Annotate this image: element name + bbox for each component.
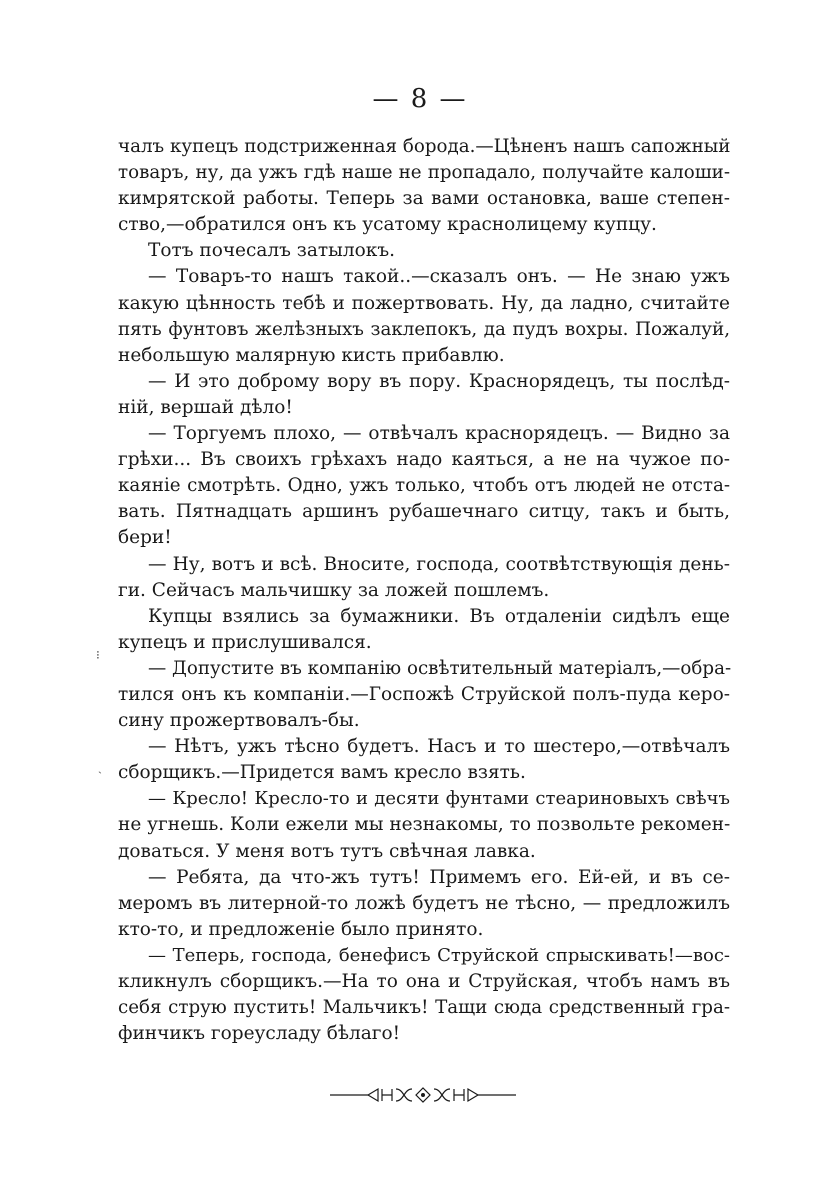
text-line: вать. Пятнадцать аршинъ рубашечнаго ситцу, такъ и быть, (118, 501, 730, 523)
text-line: ги. Сейчасъ мальчишку за ложей пошлемъ. (118, 579, 550, 601)
text-line: небольшую малярную кисть прибавлю. (118, 344, 505, 366)
text-line: товаръ, ну, да ужъ гдѣ наше не пропадало, получайте калоши- (118, 162, 730, 184)
text-line: кликнулъ сборщикъ.—На то она и Струйская, чтобъ намъ въ (118, 971, 730, 992)
text-line: — Ну, вотъ и всѣ. Вносите, господа, соотвѣтствующія день- (148, 553, 730, 575)
text-line: купецъ и прислушивался. (118, 631, 372, 653)
text-line: тился онъ къ компаніи.—Госпожѣ Струйской полъ-пуда керо- (118, 683, 730, 705)
text-line: себя струю пустить! Мальчикъ! Тащи сюда средственный гра- (118, 997, 730, 1019)
text-line: — Теперь, господа, бенефисъ Струйской спрыскивать!—вос- (148, 944, 730, 966)
printer-ornament-icon (330, 1085, 516, 1105)
text-line: пять фунтовъ желѣзныхъ заклепокъ, да пудъ вохры. Пожалуй, (118, 318, 730, 340)
text-line: чалъ купецъ подстриженная борода.—Цѣненъ нашъ сапожный (118, 136, 731, 157)
text-line: финчикъ гореусладу бѣлаго! (118, 1023, 401, 1045)
text-line: грѣхи... Въ своихъ грѣхахъ надо каяться, а не на чужое по- (118, 449, 730, 471)
text-line: — Ребята, да что-жъ тутъ! Примемъ его. Ей-ей, и въ се- (148, 866, 730, 888)
text-line: какую цѣнность тебѣ и пожертвовать. Ну, да ладно, считайте (118, 292, 730, 314)
text-line: каяніе смотрѣть. Одно, ужъ только, чтобъ отъ людей не отста- (118, 475, 730, 497)
text-line: кто-то, и предложеніе было принято. (118, 918, 484, 940)
text-line: не угнешь. Коли ежели мы незнакомы, то позвольте рекомен- (118, 814, 731, 836)
body-text (118, 134, 730, 1047)
margin-mark: ⁝ (96, 648, 100, 662)
text-line: — Товаръ-то нашъ такой..—сказалъ онъ. — Не знаю ужъ (148, 266, 730, 288)
margin-mark: ˎ (98, 760, 102, 774)
text-line: ство,—обратился онъ къ усатому краснолицему купцу. (118, 214, 657, 236)
text-line: — И это доброму вору въ пору. Краснорядецъ, ты послѣд- (148, 370, 730, 392)
text-line: сину прожертвовалъ-бы. (118, 710, 360, 732)
text-line: меромъ въ литерной-то ложѣ будетъ не тѣсно, — предложилъ (118, 892, 730, 914)
text-line: кимрятской работы. Теперь за вами остановка, ваше степен- (118, 188, 730, 210)
text-line: сборщикъ.—Придется вамъ кресло взять. (118, 762, 526, 784)
text-line: Купцы взялись за бумажники. Въ отдаленіи сидѣлъ еще (148, 605, 730, 627)
text-line: ній, вершай дѣло! (118, 396, 293, 418)
text-line: — Нѣтъ, ужъ тѣсно будетъ. Насъ и то шестеро,—отвѣчалъ (148, 736, 730, 758)
page-number: — 8 — (372, 84, 468, 114)
text-line: — Допустите въ компанію освѣтительный матеріалъ,—обра- (148, 657, 732, 679)
text-line: — Кресло! Кресло-то и десяти фунтами стеариновыхъ свѣчъ (148, 788, 730, 810)
text-line: бери! (118, 527, 172, 549)
text-line: — Торгуемъ плохо, — отвѣчалъ краснорядецъ. — Видно за (148, 423, 730, 445)
text-line: доваться. У меня вотъ тутъ свѣчная лавка. (118, 840, 536, 862)
text-line: Тотъ почесалъ затылокъ. (148, 240, 395, 262)
